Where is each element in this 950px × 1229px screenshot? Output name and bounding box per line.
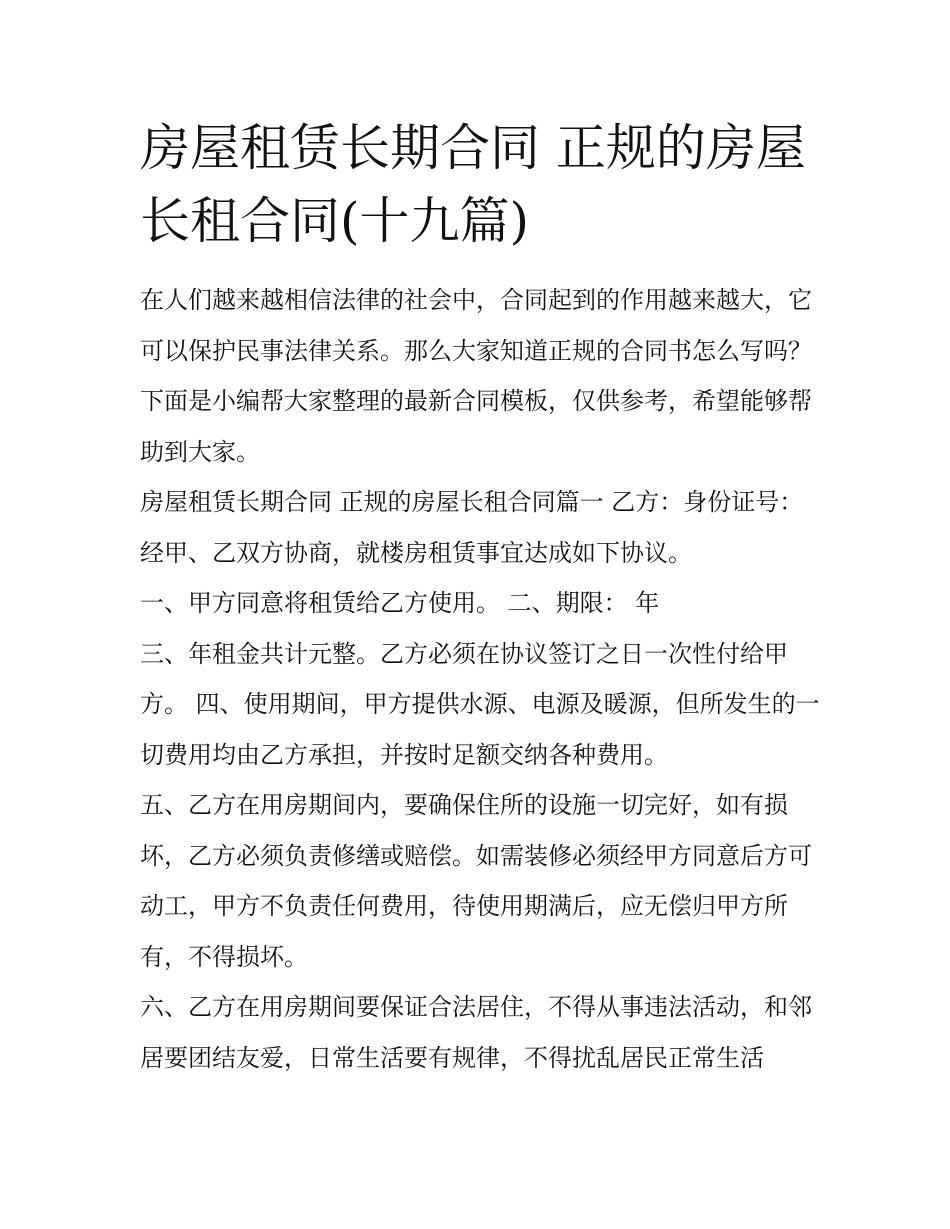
- document-body: [140, 112, 820, 1083]
- paragraph-clause-6: 六、乙方在用房期间要保证合法居住，不得从事违法活动，和邻居要团结友爱，日常生活要有规律，不得扰乱居民正常生活: [140, 993, 812, 1072]
- paragraph-clause-1-2: 一、甲方同意将租赁给乙方使用。 二、期限： 年: [140, 589, 660, 617]
- paragraph-list: [140, 275, 820, 1083]
- paragraph-contract-opening: 房屋租赁长期合同 正规的房屋长租合同篇一 乙方：身份证号： 经甲、乙双方协商，就楼房租赁事宜达成如下协议。: [140, 488, 804, 567]
- paragraph-clause-5: 五、乙方在用房期间内，要确保住所的设施一切完好，如有损坏，乙方必须负责修缮或赔偿。如需装修必须经甲方同意后方可动工，甲方不负责任何费用，待使用期满后，应无偿归甲方所有，不得损坏。: [140, 791, 812, 971]
- paragraph-intro: 在人们越来越相信法律的社会中，合同起到的作用越来越大，它可以保护民事法律关系。那么大家知道正规的合同书怎么写吗？下面是小编帮大家整理的最新合同模板，仅供参考，希望能够帮助到大家。: [140, 286, 812, 466]
- paragraph-clause-3-4: 三、年租金共计元整。乙方必须在协议签订之日一次性付给甲方。 四、使用期间，甲方提供水源、电源及暖源，但所发生的一切费用均由乙方承担，并按时足额交纳各种费用。: [140, 639, 820, 769]
- document-title: 房屋租赁长期合同 正规的房屋长租合同(十九篇): [140, 119, 806, 250]
